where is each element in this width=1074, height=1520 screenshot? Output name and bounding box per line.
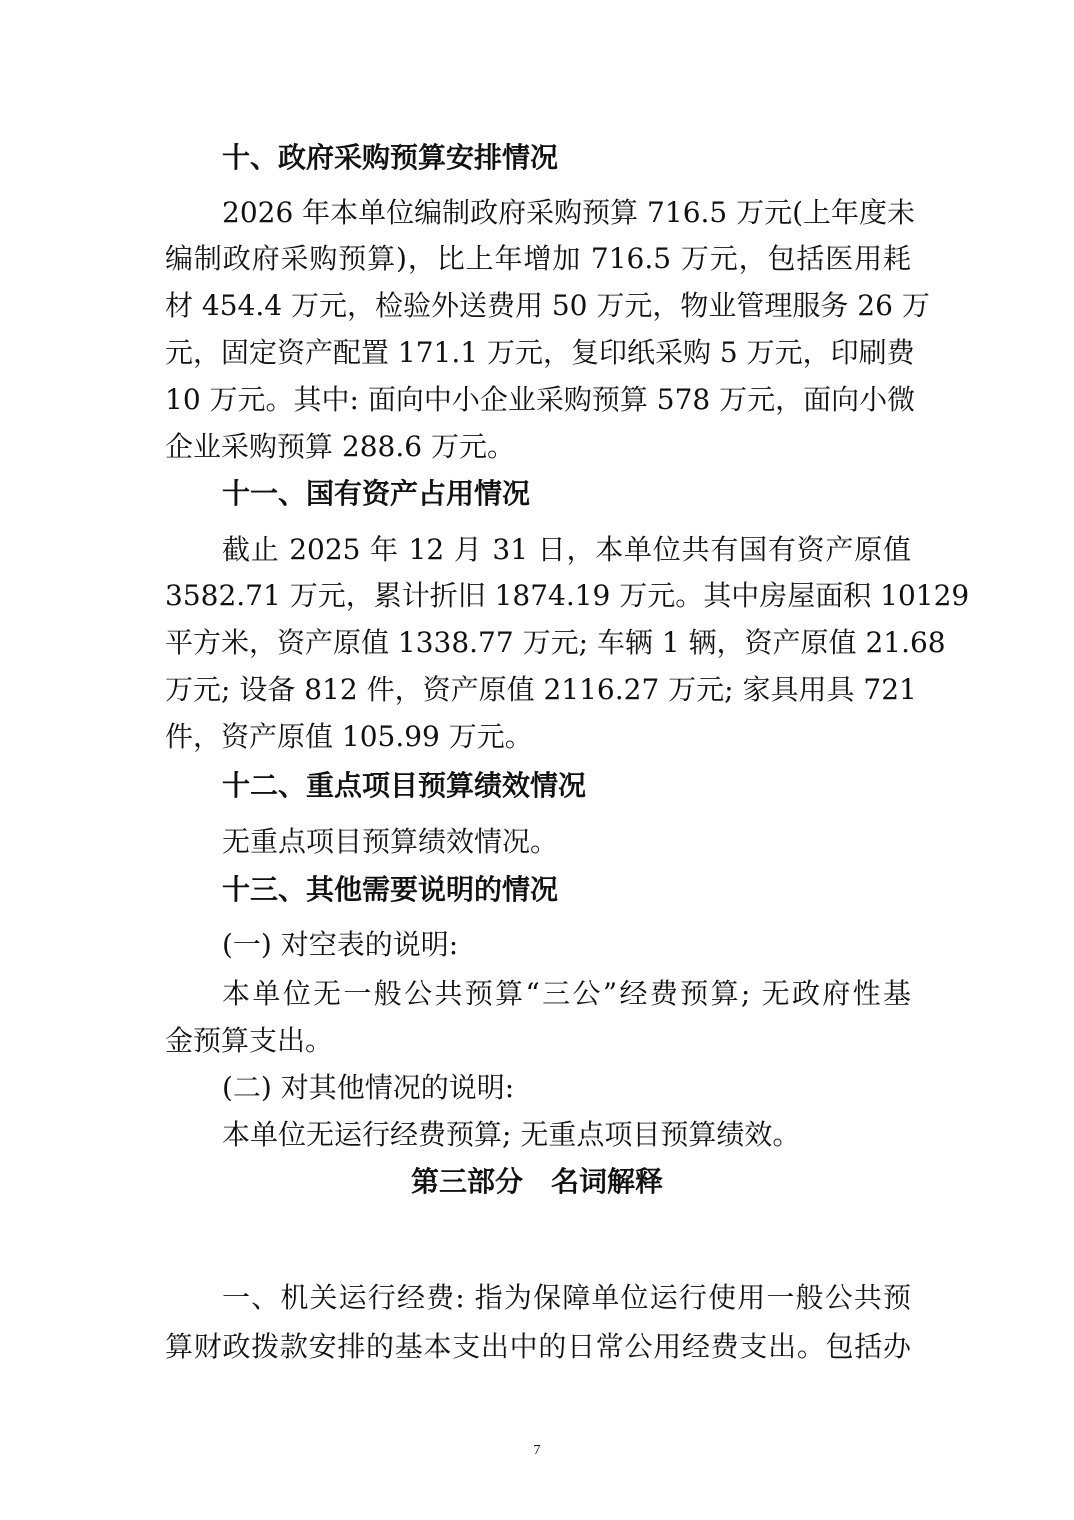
paragraph-line: 本单位无一般公共预算“三公”经费预算; 无政府性基 [222, 977, 911, 1010]
part-heading: 第三部分 名词解释 [410, 1165, 663, 1198]
paragraph-line: 本单位无运行经费预算; 无重点项目预算绩效。 [222, 1118, 801, 1151]
paragraph-line: 截止 2025 年 12 月 31 日，本单位共有国有资产原值 [222, 533, 911, 566]
paragraph-line: 10 万元。其中: 面向中小企业采购预算 578 万元，面向小微 [165, 383, 916, 416]
paragraph-line: 平方米，资产原值 1338.77 万元; 车辆 1 辆，资产原值 21.68 [165, 626, 946, 659]
subsection-title: (一) 对空表的说明: [222, 928, 459, 961]
section-heading-procurement: 十、政府采购预算安排情况 [222, 141, 559, 174]
paragraph-line: 金预算支出。 [165, 1024, 334, 1057]
section-heading-performance: 十二、重点项目预算绩效情况 [222, 769, 587, 802]
section-heading-other: 十三、其他需要说明的情况 [222, 873, 559, 906]
paragraph-line: 元，固定资产配置 171.1 万元，复印纸采购 5 万元，印刷费 [165, 336, 915, 369]
paragraph-line: 无重点项目预算绩效情况。 [222, 825, 559, 858]
paragraph-line: 企业采购预算 288.6 万元。 [165, 430, 515, 463]
subsection-title: (二) 对其他情况的说明: [222, 1071, 515, 1104]
paragraph-line: 编制政府采购预算)，比上年增加 716.5 万元，包括医用耗 [165, 242, 911, 275]
paragraph-line: 算财政拨款安排的基本支出中的日常公用经费支出。包括办 [165, 1330, 911, 1363]
section-heading-assets: 十一、国有资产占用情况 [222, 477, 531, 510]
paragraph-line: 2026 年本单位编制政府采购预算 716.5 万元(上年度未 [222, 196, 916, 229]
paragraph-line: 一、机关运行经费: 指为保障单位运行使用一般公共预 [222, 1281, 911, 1314]
paragraph-line: 件，资产原值 105.99 万元。 [165, 720, 533, 753]
paragraph-line: 万元; 设备 812 件，资产原值 2116.27 万元; 家具用具 721 [165, 673, 917, 706]
paragraph-line: 材 454.4 万元，检验外送费用 50 万元，物业管理服务 26 万 [165, 289, 930, 322]
paragraph-line: 3582.71 万元，累计折旧 1874.19 万元。其中房屋面积 10129 [165, 579, 970, 612]
page-number: 7 [533, 1443, 541, 1458]
